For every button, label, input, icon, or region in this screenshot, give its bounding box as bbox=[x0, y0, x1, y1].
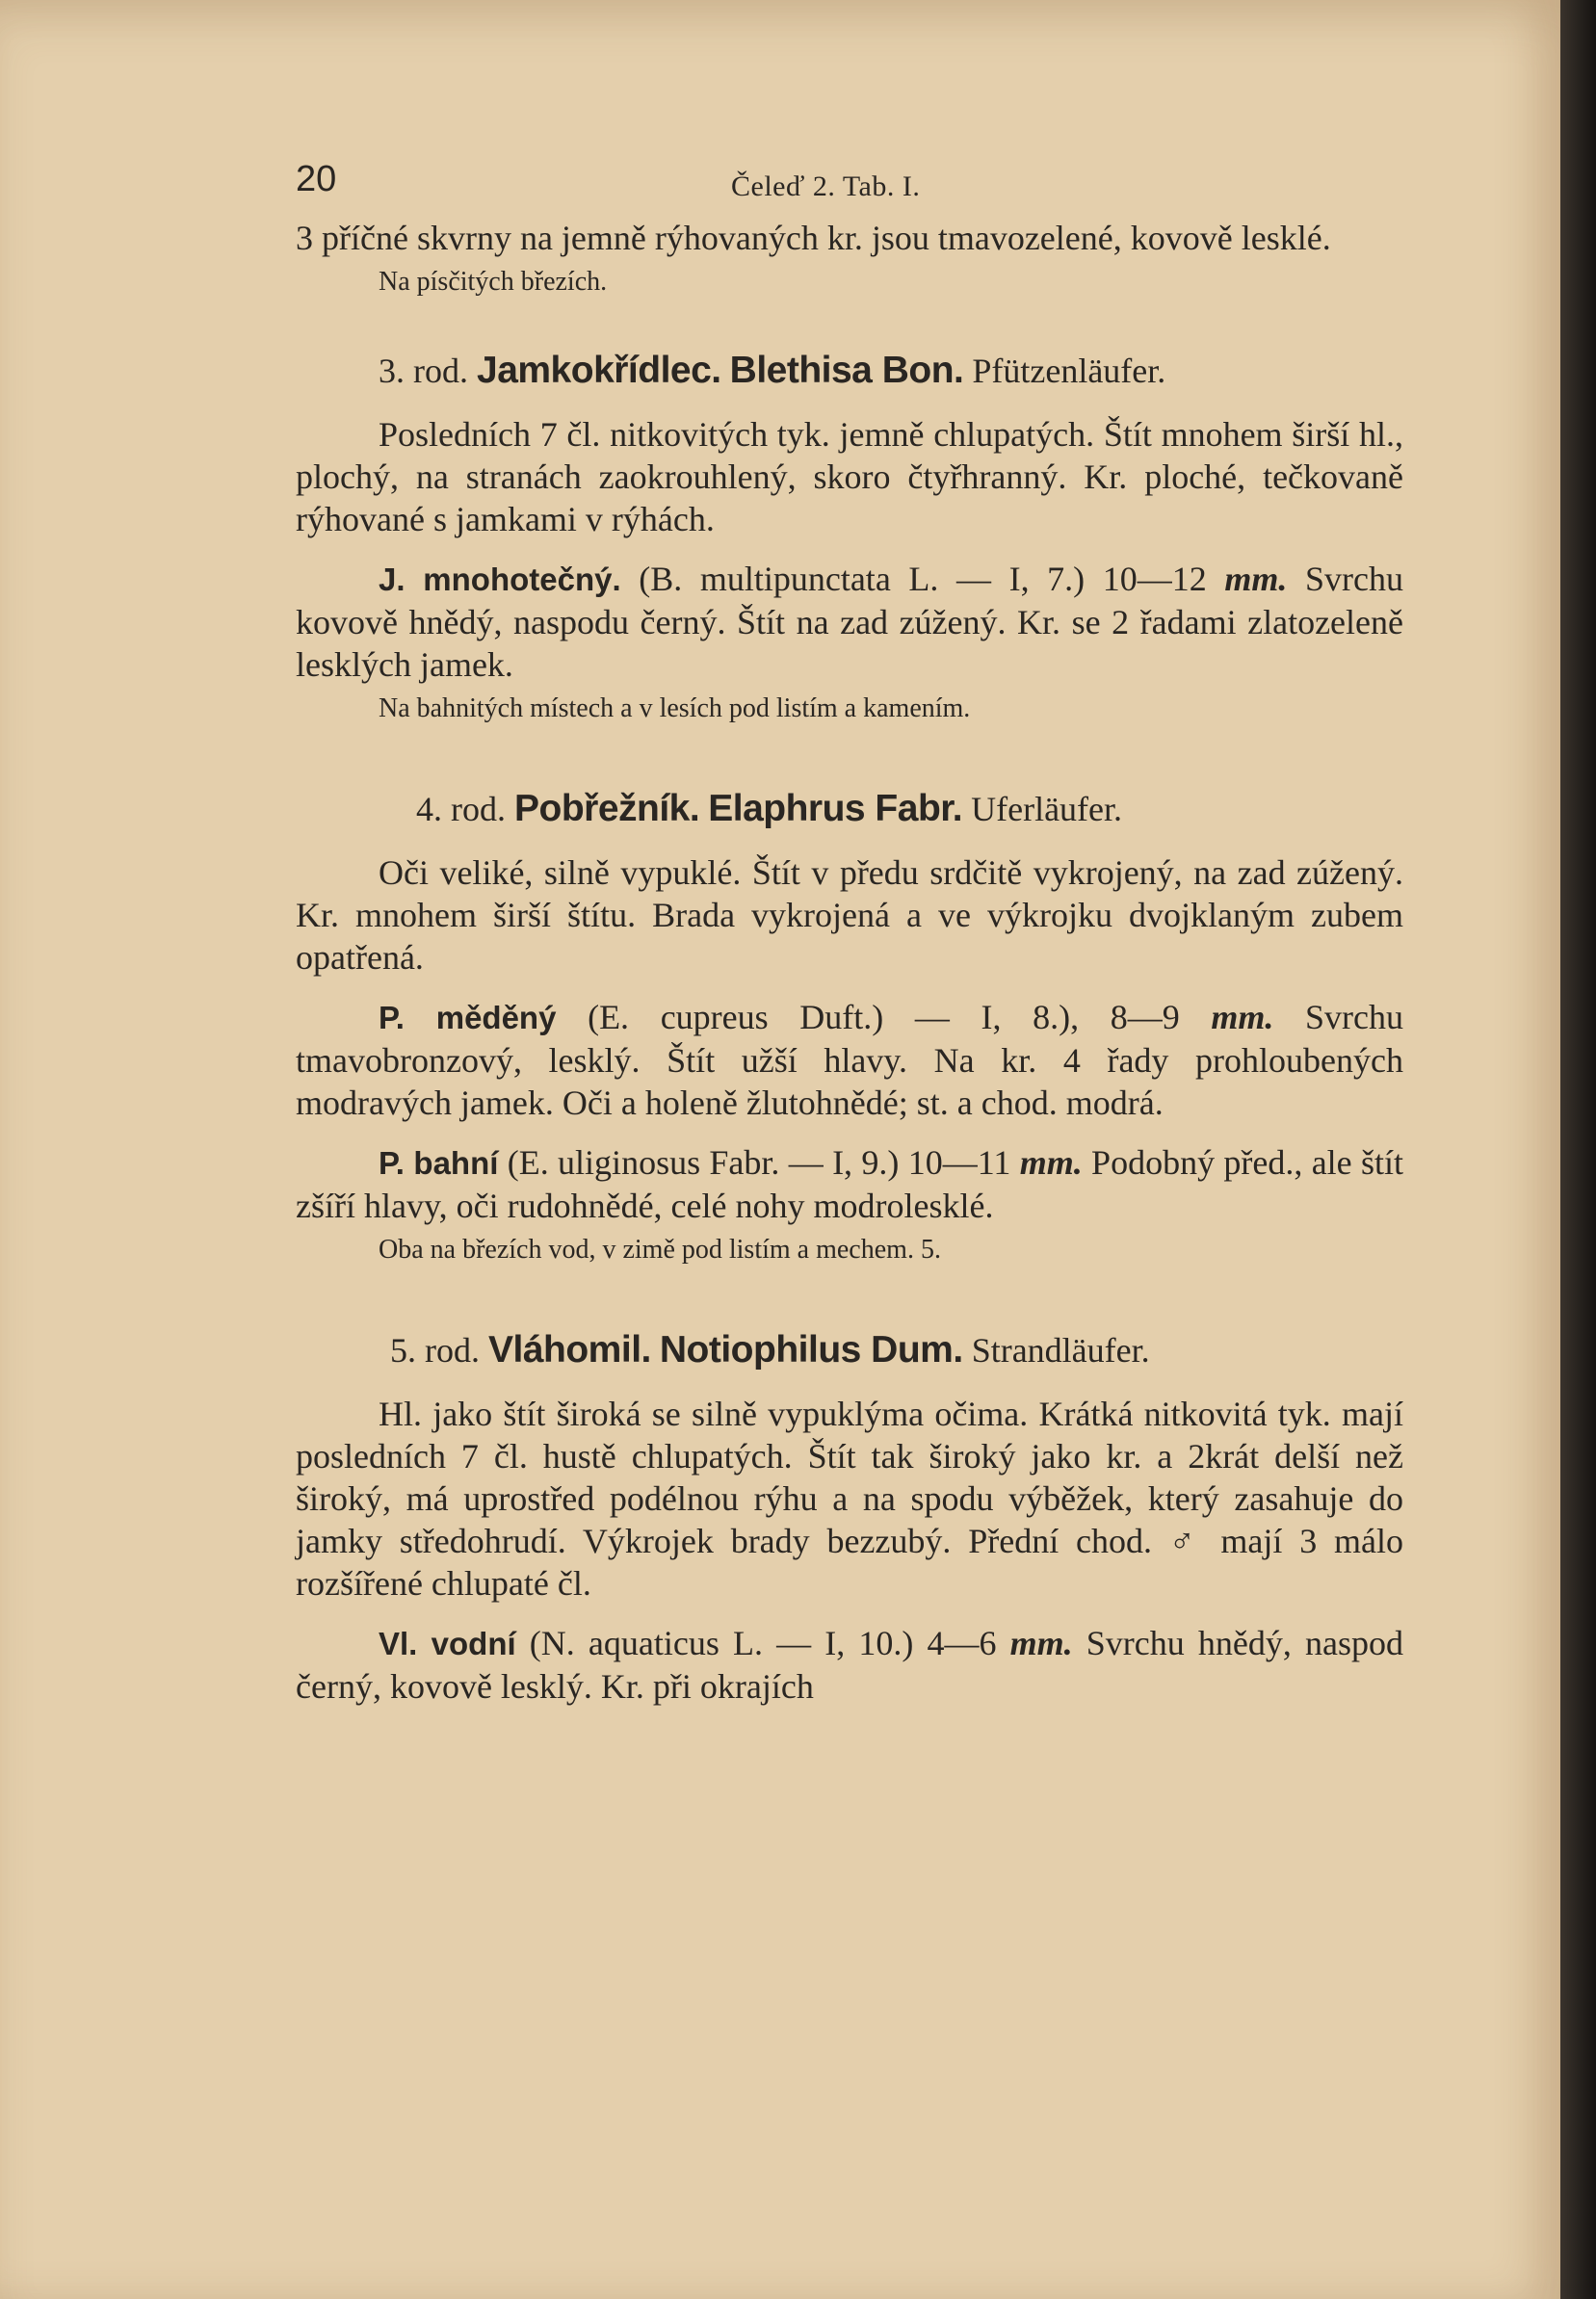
genus-latin-name: Blethisa Bon. bbox=[729, 350, 964, 391]
species-name: Vl. vodní bbox=[379, 1626, 516, 1661]
species-description: Svrchu tmavobronzový, lesklý. Štít užší hlavy. Na kr. 4 řady prohloubených modravých jamek. Oči a holeně žlutohnědé; st. a chod. modrá. bbox=[296, 998, 1404, 1122]
size-unit: mm. bbox=[1009, 1624, 1073, 1662]
size-unit: mm. bbox=[1019, 1143, 1083, 1182]
species-text: (N. aquaticus L. — I, 10.) 4—6 bbox=[515, 1624, 1010, 1662]
genus-czech-name: Pobřežník. bbox=[514, 788, 700, 829]
genus-description: Hl. jako štít široká se silně vypuklýma očima. Krátká nitkovitá tyk. mají posledních 7 čl. hustě chlupatých. Štít tak široký jako kr. a 2krát delší než široký, má uprostřed podélnou rýhu a na spodu výběžek, který zasahuje do jamky středohrudí. Výkrojek brady bezzubý. Přední chod. ♂ mají 3 málo rozšířené chlupaté čl. bbox=[296, 1395, 1403, 1603]
habitat-note: Na písčitých březích. bbox=[379, 267, 608, 297]
genus-heading bbox=[296, 786, 1403, 832]
page-header bbox=[296, 159, 1403, 217]
size-unit: mm. bbox=[1211, 998, 1274, 1036]
carry-over-paragraph: 3 příčné skvrny na jemně rýhovaných kr. jsou tmavozelené, kovově lesklé. bbox=[296, 219, 1331, 257]
size-unit: mm. bbox=[1224, 560, 1288, 598]
species-text: (E. cupreus Duft.) — I, 8.), 8—9 bbox=[556, 998, 1212, 1036]
species-text: (B. multipunctata L. — I, 7.) 10—12 bbox=[620, 560, 1225, 598]
page-number: 20 bbox=[296, 159, 337, 199]
genus-description: Oči veliké, silně vypuklé. Štít v předu srdčitě vykrojený, na zad zúžený. Kr. mnohem širší štítu. Brada vykrojená a ve výkrojku dvojklaným zubem opatřená. bbox=[296, 853, 1403, 977]
species-text: (E. uliginosus Fabr. — I, 9.) 10—11 bbox=[498, 1143, 1020, 1182]
species-description: Svrchu hnědý, naspod černý, kovově lesklý. Kr. při okrajích bbox=[296, 1624, 1403, 1706]
text-area bbox=[296, 159, 1403, 1708]
habitat-note: Na bahnitých místech a v lesích pod listím a kamením. bbox=[379, 693, 971, 723]
genus-latin-name: Notiophilus Dum. bbox=[659, 1329, 963, 1371]
genus-description: Posledních 7 čl. nitkovitých tyk. jemně chlupatých. Štít mnohem širší hl., plochý, na stranách zaokrouhlený, skoro čtyřhranný. Kr. ploché, tečkovaně rýhované s jamkami v rýhách. bbox=[296, 415, 1403, 538]
genus-czech-name: Jamkokřídlec. bbox=[477, 350, 721, 391]
genus-german-name: Pfützenläufer. bbox=[972, 352, 1166, 390]
genus-heading bbox=[296, 1327, 1403, 1373]
species-description: Svrchu kovově hnědý, naspodu černý. Štít na zad zúžený. Kr. se 2 řadami zlatozeleně lesklých jamek. bbox=[296, 560, 1403, 684]
genus-german-name: Uferläufer. bbox=[971, 790, 1123, 828]
genus-number: 3. rod. bbox=[379, 352, 468, 390]
genus-latin-name: Elaphrus Fabr. bbox=[708, 788, 963, 829]
species-description: Podobný před., ale štít zšíří hlavy, oči rudohnědé, celé nohy modrolesklé. bbox=[296, 1143, 1403, 1225]
species-name: J. mnohotečný. bbox=[379, 562, 621, 597]
species-entry bbox=[296, 996, 1403, 1124]
genus-heading bbox=[296, 348, 1403, 394]
habitat-note: Oba na březích vod, v zimě pod listím a mechem. 5. bbox=[379, 1235, 941, 1265]
species-name: P. bahní bbox=[379, 1145, 499, 1181]
species-name: P. měděný bbox=[379, 1000, 557, 1035]
page-edge-shadow bbox=[1560, 0, 1596, 2299]
running-title: Čeleď 2. Tab. I. bbox=[731, 170, 921, 202]
species-entry bbox=[296, 558, 1403, 686]
genus-czech-name: Vláhomil. bbox=[488, 1329, 651, 1371]
genus-number: 4. rod. bbox=[416, 790, 506, 828]
genus-german-name: Strandläufer. bbox=[971, 1331, 1150, 1370]
species-entry bbox=[296, 1622, 1403, 1708]
genus-number: 5. rod. bbox=[390, 1331, 480, 1370]
species-entry bbox=[296, 1141, 1403, 1227]
